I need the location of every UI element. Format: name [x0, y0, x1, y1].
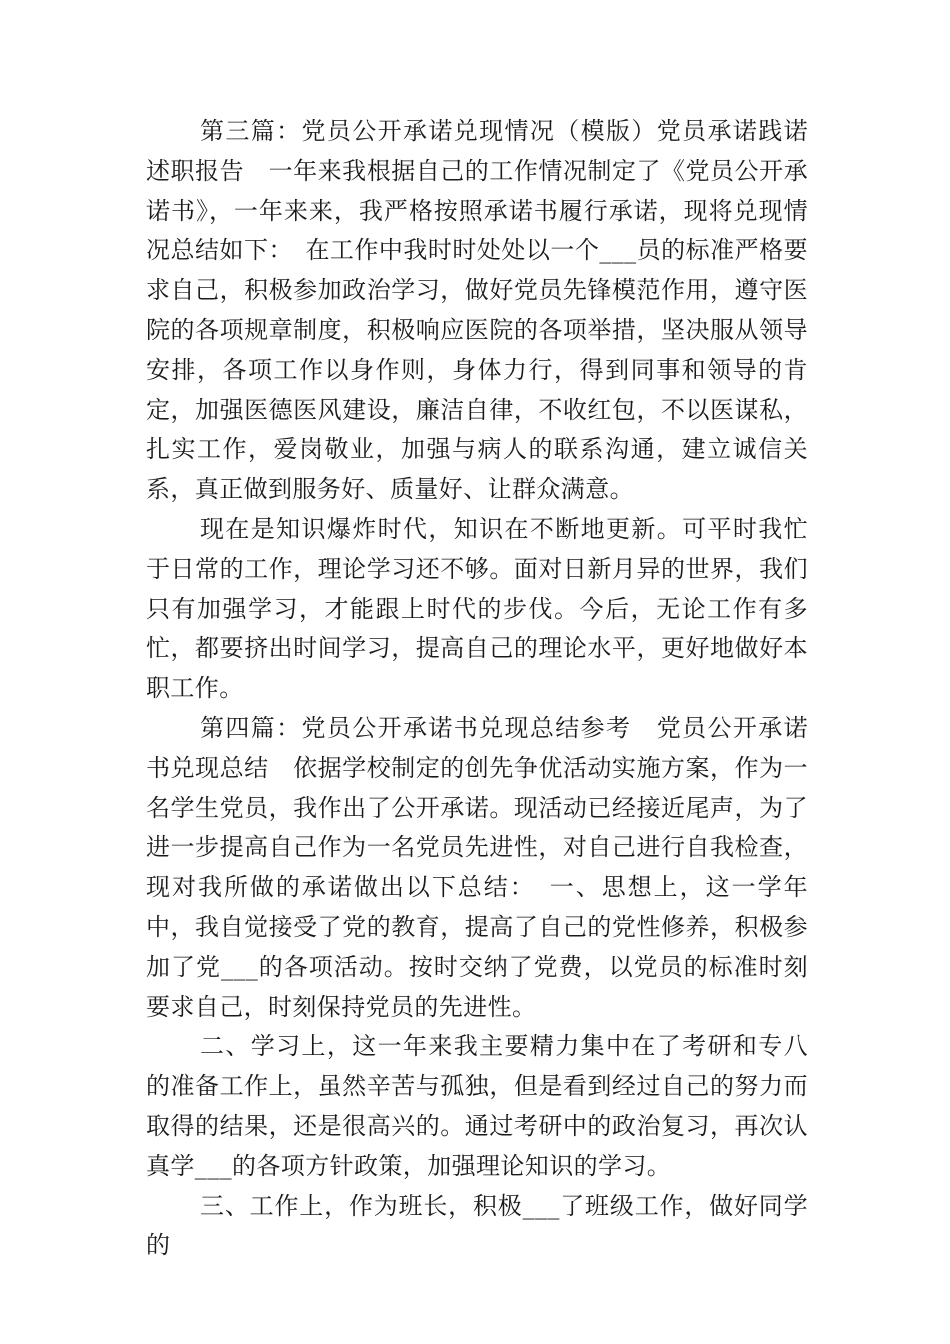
paragraph-work: 三、工作上，作为班长，积极___了班级工作，做好同学的	[146, 1191, 808, 1260]
document-body	[146, 112, 808, 1266]
paragraph-study: 二、学习上，这一年来我主要精力集中在了考研和专八的准备工作上，虽然辛苦与孤独，但是看到经过自己的努力而取得的结果，还是很高兴的。通过考研中的政治复习，再次认真学___的各项方针政策，加强理论知识的学习。	[146, 1032, 808, 1180]
paragraph-chapter-three: 第三篇：党员公开承诺兑现情况（模版）党员承诺践诺述职报告 一年来我根据自己的工作情况制定了《党员公开承诺书》，一年来来，我严格按照承诺书履行承诺，现将兑现情况总结如下： 在工作中我时时处处以一个___员的标准严格要求自己，积极参加政治学习，做好党员先锋模范作用，遵守医院的各项规章制度，积极响应医院的各项举措，坚决服从领导安排，各项工作以身作则，身体力行，得到同事和领导的肯定，加强医德医风建设，廉洁自律，不收红包，不以医谋私，扎实工作，爱岗敬业，加强与病人的联系沟通，建立诚信关系，真正做到服务好、质量好、让群众满意。	[146, 117, 808, 504]
paragraph-chapter-four: 第四篇：党员公开承诺书兑现总结参考 党员公开承诺书兑现总结 依据学校制定的创先争优活动实施方案，作为一名学生党员，我作出了公开承诺。现活动已经接近尾声，为了进一步提高自己作为一名党员先进性，对自己进行自我检查，现对我所做的承诺做出以下总结： 一、思想上，这一学年中，我自觉接受了党的教育，提高了自己的党性修养，积极参加了党___的各项活动。按时交纳了党费，以党员的标准时刻要求自己，时刻保持党员的先进性。	[146, 713, 808, 1021]
paragraph-knowledge-era: 现在是知识爆炸时代，知识在不断地更新。可平时我忙于日常的工作，理论学习还不够。面对日新月异的世界，我们只有加强学习，才能跟上时代的步伐。今后，无论工作有多忙，都要挤出时间学习，提高自己的理论水平，更好地做好本职工作。	[146, 514, 808, 703]
